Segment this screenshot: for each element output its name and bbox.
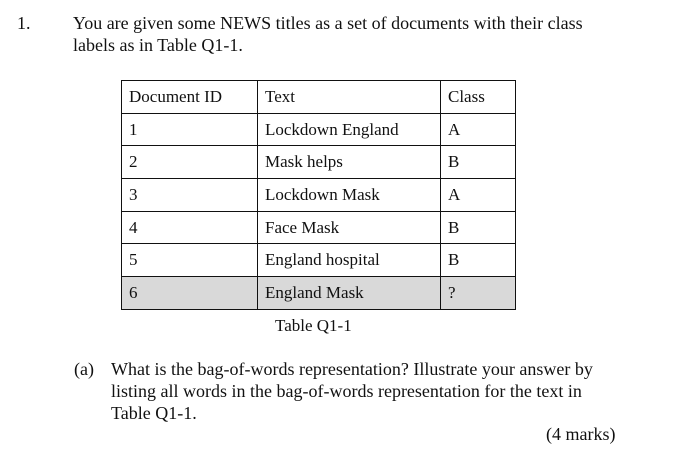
header-text: Text xyxy=(258,81,441,114)
cell-document-id: 5 xyxy=(122,244,258,277)
intro-line-1: You are given some NEWS titles as a set of documents with their class xyxy=(73,13,583,33)
documents-table-wrap xyxy=(121,80,516,310)
cell-text: Face Mask xyxy=(258,211,441,244)
table-row xyxy=(122,211,516,244)
cell-class: B xyxy=(441,211,516,244)
header-document-id: Document ID xyxy=(122,81,258,114)
cell-document-id: 1 xyxy=(122,113,258,146)
intro-line-2: labels as in Table Q1-1. xyxy=(73,35,243,55)
part-a-question xyxy=(111,358,631,424)
cell-text: Lockdown Mask xyxy=(258,179,441,212)
part-a-line-2: listing all words in the bag-of-words representation for the text in xyxy=(111,381,582,401)
part-a-line-3: Table Q1-1. xyxy=(111,403,197,423)
table-row xyxy=(122,179,516,212)
cell-class: B xyxy=(441,244,516,277)
cell-document-id: 6 xyxy=(122,277,258,310)
table-row xyxy=(122,244,516,277)
table-row xyxy=(122,113,516,146)
question-intro xyxy=(73,12,633,56)
cell-document-id: 3 xyxy=(122,179,258,212)
table-header-row xyxy=(122,81,516,114)
cell-class: B xyxy=(441,146,516,179)
cell-text: England Mask xyxy=(258,277,441,310)
cell-document-id: 2 xyxy=(122,146,258,179)
question-number: 1. xyxy=(17,13,31,33)
table-row xyxy=(122,146,516,179)
header-class: Class xyxy=(441,81,516,114)
cell-text: England hospital xyxy=(258,244,441,277)
part-a-label: (a) xyxy=(74,359,94,379)
cell-text: Mask helps xyxy=(258,146,441,179)
documents-table xyxy=(121,80,516,310)
cell-text: Lockdown England xyxy=(258,113,441,146)
cell-class: ? xyxy=(441,277,516,310)
cell-class: A xyxy=(441,179,516,212)
part-a-marks: (4 marks) xyxy=(546,424,616,444)
part-a-line-1: What is the bag-of-words representation? Illustrate your answer by xyxy=(111,359,593,379)
table-caption: Table Q1-1 xyxy=(275,316,352,335)
table-row-unlabeled xyxy=(122,277,516,310)
cell-class: A xyxy=(441,113,516,146)
cell-document-id: 4 xyxy=(122,211,258,244)
